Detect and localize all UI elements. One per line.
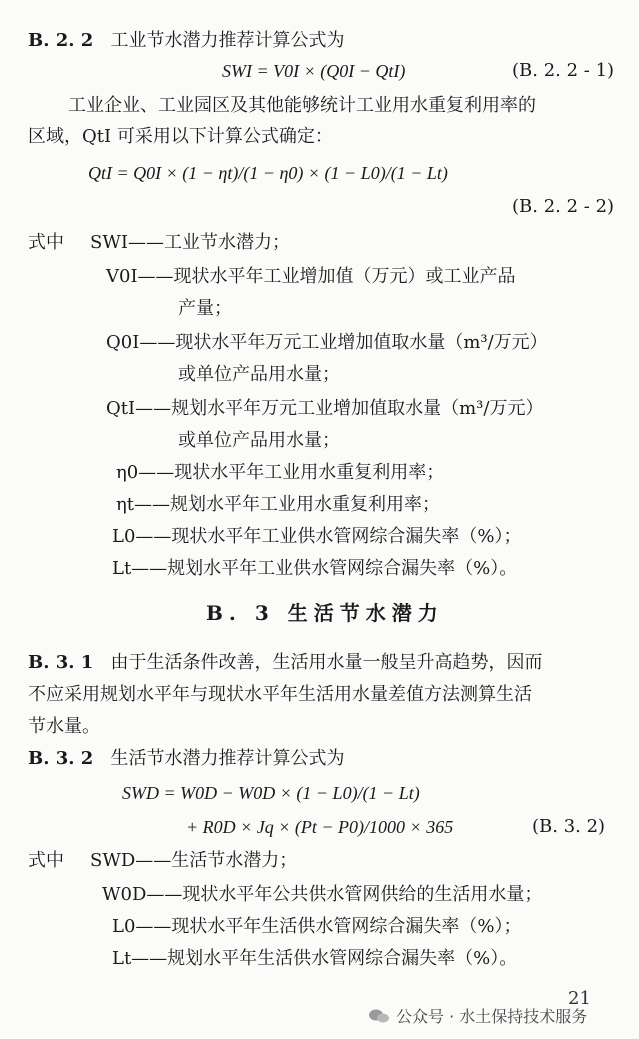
formula-b32-line1: SWD = W0D − W0D × (1 − L0)/(1 − Lt) <box>122 783 420 803</box>
clause-b22 <box>28 28 345 54</box>
paragraph-line: 不应采用规划水平年与现状水平年生活用水量差值方法测算生活 <box>28 684 532 705</box>
defs-prefix: 式中 <box>28 232 64 253</box>
equation-number: (B. 2. 2 - 1) <box>512 60 615 81</box>
formula-b32-line2: + R0D × Jq × (Pt − P0)/1000 × 365 <box>186 817 454 837</box>
clause-b31 <box>28 650 543 676</box>
equation-number: (B. 2. 2 - 2) <box>512 196 615 217</box>
clause-number: B. 3. 2 <box>28 748 94 769</box>
clause-b32 <box>28 746 345 772</box>
paragraph-line: 节水量。 <box>28 716 100 737</box>
definition-item: Q0I——现状水平年万元工业增加值取水量（m³/万元） <box>106 332 548 353</box>
defs-prefix: 式中 <box>28 850 64 871</box>
formula-b22-2: QtI = Q0I × (1 − ηt)/(1 − η0) × (1 − L0)/(1 − Lt) <box>88 163 448 183</box>
watermark <box>368 1004 587 1030</box>
clause-text: 由于生活条件改善，生活用水量一般呈升高趋势，因而 <box>110 652 543 673</box>
clause-number: B. 3. 1 <box>28 652 94 673</box>
section-title: B. 3 生活节水潜力 <box>206 601 444 625</box>
definition-item: L0——现状水平年工业供水管网综合漏失率（%）； <box>112 526 522 547</box>
definition-item: V0I——现状水平年工业增加值（万元）或工业产品 <box>106 266 516 287</box>
definition-item: 或单位产品用水量； <box>178 430 340 451</box>
equation-number: (B. 3. 2) <box>532 816 606 837</box>
formula-b22-1: SWI = V0I × (Q0I − QtI) <box>222 61 406 81</box>
definition-item: QtI——规划水平年万元工业增加值取水量（m³/万元） <box>106 398 544 419</box>
clause-text: 生活节水潜力推荐计算公式为 <box>110 748 345 769</box>
definition-item: Lt——规划水平年工业供水管网综合漏失率（%）。 <box>112 558 518 579</box>
paragraph-line: 工业企业、工业园区及其他能够统计工业用水重复利用率的 <box>68 95 536 116</box>
definition-item: Lt——规划水平年生活供水管网综合漏失率（%）。 <box>112 948 518 969</box>
page-number: 21 <box>568 988 591 1009</box>
definition-item: L0——现状水平年生活供水管网综合漏失率（%）； <box>112 916 522 937</box>
definition-item: 产量； <box>178 298 232 319</box>
watermark-text: 公众号 · 水土保持技术服务 <box>396 1007 588 1026</box>
definition-item: 或单位产品用水量； <box>178 364 340 385</box>
paragraph-line: 区域，QtI 可采用以下计算公式确定： <box>28 126 333 147</box>
definition-item: SWI——工业节水潜力； <box>90 232 290 253</box>
clause-text: 工业节水潜力推荐计算公式为 <box>110 30 345 51</box>
definition-item: W0D——现状水平年公共供水管网供给的生活用水量； <box>102 884 543 905</box>
definition-item: η0——现状水平年工业用水重复利用率； <box>116 462 445 483</box>
wechat-icon <box>368 1008 390 1024</box>
definition-item: ηt——规划水平年工业用水重复利用率； <box>116 494 441 515</box>
clause-number: B. 2. 2 <box>28 30 94 51</box>
definition-item: SWD——生活节水潜力； <box>90 850 298 871</box>
